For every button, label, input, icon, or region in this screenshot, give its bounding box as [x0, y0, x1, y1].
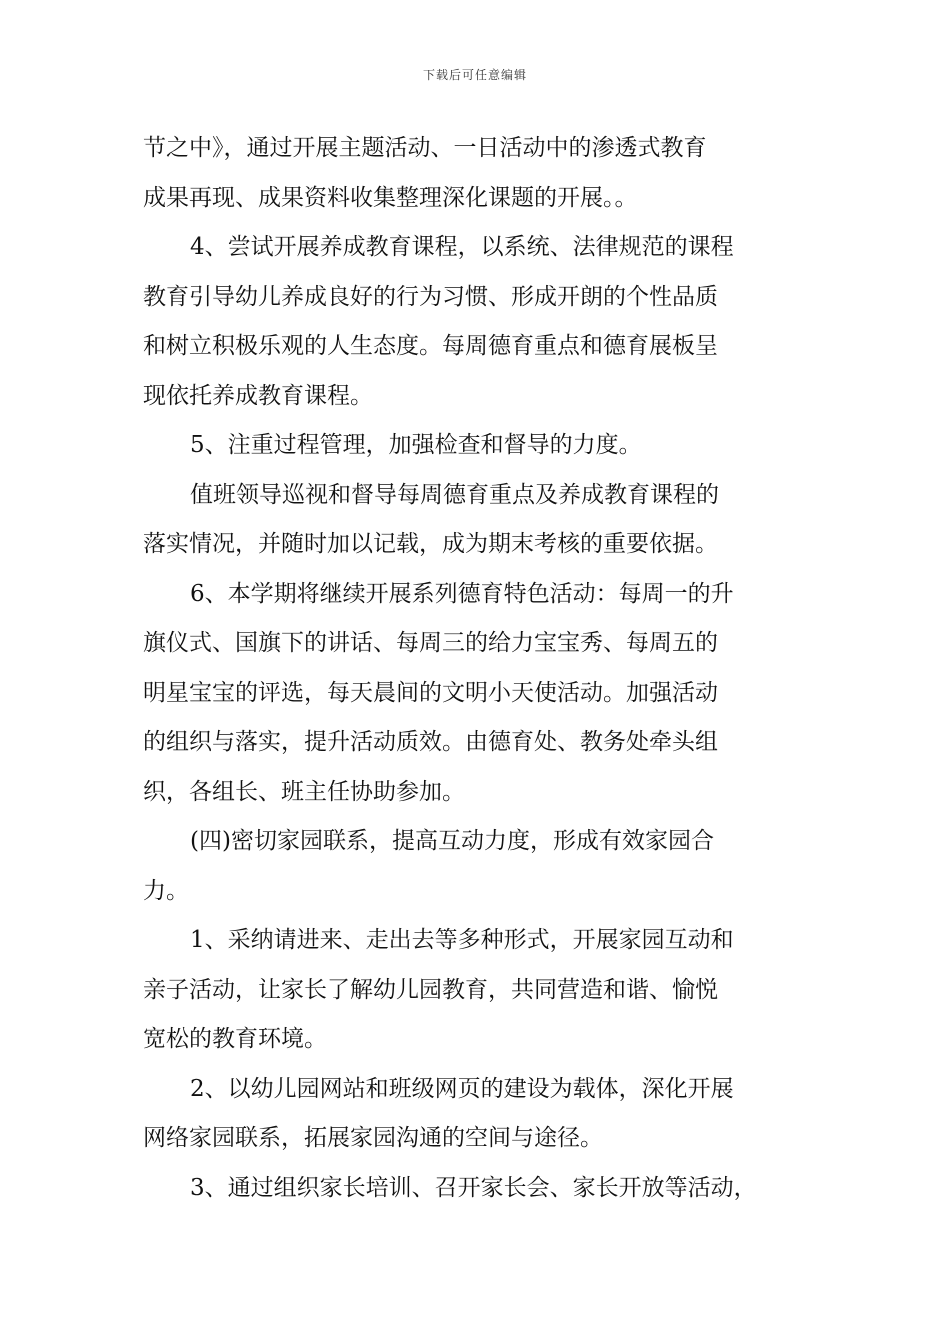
text-line: 值班领导巡视和督导每周德育重点及养成教育课程的 [190, 481, 719, 508]
text-line: 2、以幼儿园网站和班级网页的建设为载体，深化开展 [190, 1075, 734, 1102]
text-line: 落实情况，并随时加以记载，成为期末考核的重要依据。 [143, 531, 718, 557]
text-line: 网络家园联系，拓展家园沟通的空间与途径。 [143, 1125, 603, 1151]
text-line: 4、尝试开展养成教育课程，以系统、法律规范的课程 [190, 234, 734, 260]
text-line: 3、通过组织家长培训、召开家长会、家长开放等活动， [190, 1174, 757, 1201]
text-line: 5、注重过程管理，加强检查和督导的力度。 [190, 432, 642, 458]
header-note: 下载后可任意编辑 [422, 68, 527, 82]
text-line: 旗仪式、国旗下的讲话、每周三的给力宝宝秀、每周五的 [143, 630, 718, 656]
text-line: 织，各组长、班主任协助参加。 [143, 778, 465, 805]
text-line: 1、采纳请进来、走出去等多种形式，开展家园互动和 [190, 927, 734, 953]
text-line: 的组织与落实，提升活动质效。由德育处、教务处牵头组 [143, 729, 718, 755]
text-line: (四)密切家园联系，提高互动力度，形成有效家园合 [190, 828, 714, 854]
text-line: 宽松的教育环境。 [143, 1026, 327, 1052]
text-line: 明星宝宝的评选，每天晨间的文明小天使活动。加强活动 [143, 679, 718, 706]
text-line: 现依托养成教育课程。 [143, 382, 373, 409]
text-line: 和树立积极乐观的人生态度。每周德育重点和德育展板呈 [143, 333, 718, 359]
text-line: 节之中》，通过开展主题活动、一日活动中的渗透式教育 [143, 135, 707, 161]
text-line: 亲子活动，让家长了解幼儿园教育，共同营造和谐、愉悦 [143, 976, 718, 1003]
text-line: 教育引导幼儿养成良好的行为习惯、形成开朗的个性品质 [143, 283, 718, 310]
text-line: 力。 [143, 877, 189, 904]
text-line: 成果再现、成果资料收集整理深化课题的开展。。 [143, 184, 638, 211]
text-line: 6、本学期将继续开展系列德育特色活动：每周一的升 [190, 580, 734, 607]
document-body [143, 124, 808, 1213]
